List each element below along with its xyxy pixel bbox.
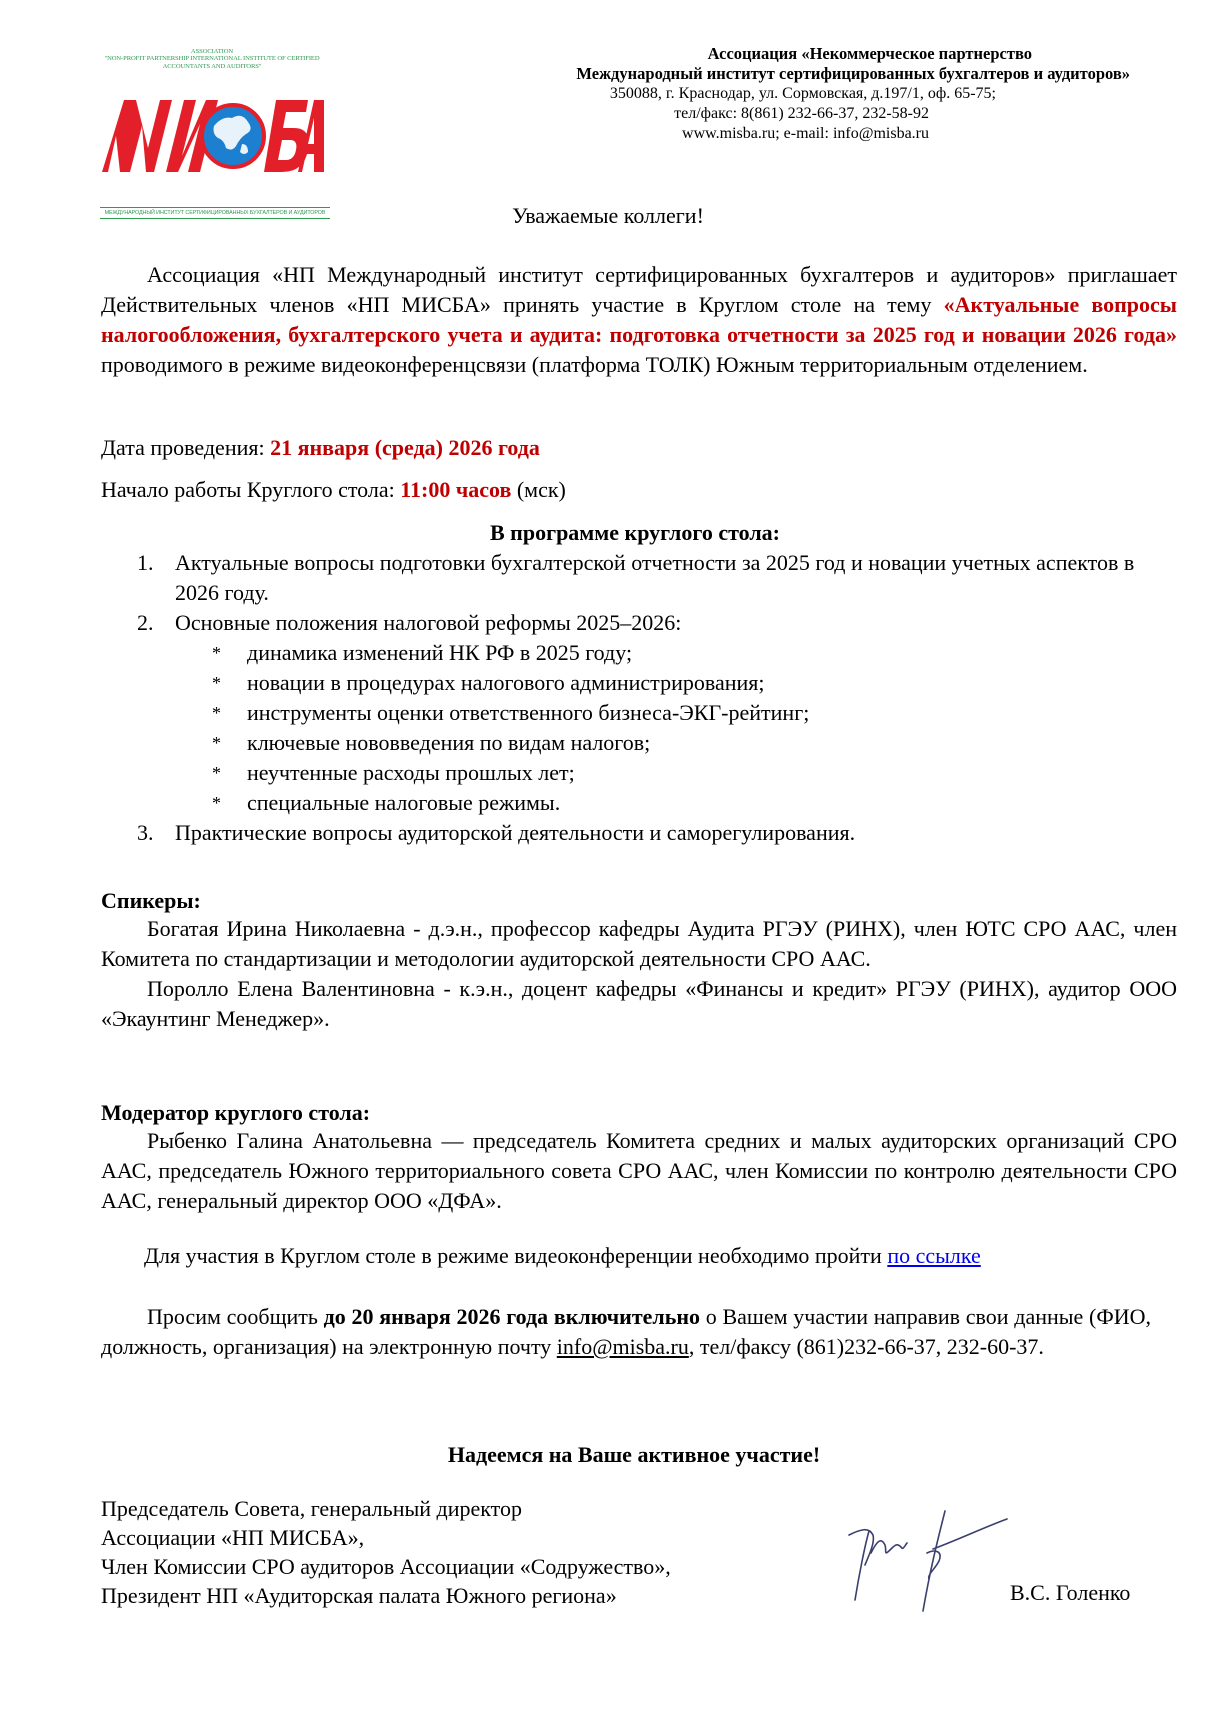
speakers-list bbox=[101, 914, 1177, 1034]
deadline-text: о Вашем участии направив свои данные (ФИО, должность, организация) на электронную почту bbox=[101, 1304, 1151, 1359]
asterisk-bullet-icon: * bbox=[212, 763, 221, 783]
conference-link[interactable]: по ссылке bbox=[887, 1243, 981, 1268]
signatory-titles bbox=[101, 1494, 671, 1610]
event-date bbox=[101, 433, 1177, 463]
subitem-text: динамика изменений НК РФ в 2025 году; bbox=[247, 640, 633, 665]
subitem-text: ключевые нововведения по видам налогов; bbox=[247, 730, 651, 755]
date-value: 21 января (среда) 2026 года bbox=[270, 435, 540, 460]
item-text: Практические вопросы аудиторской деятельности и саморегулирования. bbox=[175, 820, 856, 845]
asterisk-bullet-icon: * bbox=[212, 793, 221, 813]
subitem-text: неучтенные расходы прошлых лет; bbox=[247, 760, 575, 785]
program-item bbox=[101, 818, 1177, 848]
deadline-date: до 20 января 2026 года включительно bbox=[323, 1304, 701, 1329]
moderator-heading: Модератор круглого стола: bbox=[101, 1100, 371, 1125]
deadline-paragraph bbox=[101, 1302, 1151, 1362]
item-number: 1. bbox=[137, 550, 154, 575]
contact-email-link[interactable]: info@misba.ru bbox=[556, 1334, 689, 1359]
signatory-title-line: Член Комиссии СРО аудиторов Ассоциации «Содружество», bbox=[101, 1554, 671, 1579]
org-name-line1: Ассоциация «Некоммерческое партнерство bbox=[707, 44, 1032, 63]
deadline-text: Просим сообщить bbox=[147, 1304, 324, 1329]
intro-text-end: проводимого в режиме видеоконференцсвязи (платформа ТОЛК) Южным территориальным отделением. bbox=[101, 352, 1088, 377]
event-topic: «Актуальные вопросы налогообложения, бухгалтерского учета и аудита: подготовка отчетности за 2025 год и новации 2026 года» bbox=[101, 292, 1177, 347]
intro-text: Ассоциация «НП Международный институт сертифицированных бухгалтеров и аудиторов» приглашает Действительных членов «НП МИСБА» принять участие в Круглом столе на тему bbox=[101, 262, 1177, 317]
logo-assoc-line: "NON-PROFIT PARTNERSHIP INTERNATIONAL INSTITUTE OF CERTIFIED bbox=[104, 55, 320, 63]
speaker-entry: Поролло Елена Валентиновна - к.э.н., доцент кафедры «Финансы и кредит» РГЭУ (РИНХ), аудитор ООО «Экаунтинг Менеджер». bbox=[101, 976, 1177, 1031]
asterisk-bullet-icon: * bbox=[212, 673, 221, 693]
program-item bbox=[101, 608, 1177, 638]
org-phone: тел/факс: 8(861) 232-66-37, 232-58-92 bbox=[674, 105, 929, 122]
asterisk-bullet-icon: * bbox=[212, 703, 221, 723]
program-list bbox=[101, 548, 1177, 848]
item-text: Актуальные вопросы подготовки бухгалтерской отчетности за 2025 год и новации учетных аспектов в 2026 году. bbox=[175, 550, 1135, 605]
program-subitem bbox=[101, 638, 1177, 668]
participation-text: Для участия в Круглом столе в режиме видеоконференции необходимо пройти bbox=[144, 1243, 888, 1268]
closing-line: Надеемся на Ваше активное участие! bbox=[447, 1442, 821, 1467]
moderator-text: Рыбенко Галина Анатольевна — председатель Комитета средних и малых аудиторских организаций СРО ААС, председатель Южного территориального совета СРО ААС, член Комиссии по контролю деятельности СРО ААС, генеральный директор ООО «ДФА». bbox=[101, 1128, 1177, 1213]
program-subitem bbox=[101, 698, 1177, 728]
speakers-heading: Спикеры: bbox=[101, 888, 201, 913]
org-name-line2: Международный институт сертифицированных бухгалтеров и аудиторов» bbox=[576, 64, 1130, 83]
subitem-text: специальные налоговые режимы. bbox=[247, 790, 561, 815]
program-item bbox=[101, 548, 1177, 608]
time-value: 11:00 часов bbox=[400, 477, 512, 502]
logo-assoc-line: ACCOUNTANTS AND AUDITORS" bbox=[162, 62, 262, 70]
letterhead bbox=[380, 44, 1130, 144]
logo-association-text bbox=[92, 48, 332, 70]
program-subitem bbox=[101, 728, 1177, 758]
item-number: 3. bbox=[137, 820, 154, 845]
subitem-text: инструменты оценки ответственного бизнеса-ЭКГ-рейтинг; bbox=[247, 700, 810, 725]
time-zone: (мск) bbox=[511, 477, 566, 502]
participation-line bbox=[144, 1243, 1184, 1269]
program-title: В программе круглого стола: bbox=[490, 520, 780, 545]
org-web-email: www.misba.ru; e-mail: info@misba.ru bbox=[682, 125, 929, 142]
org-address: 350088, г. Краснодар, ул. Сормовская, д.197/1, оф. 65-75; bbox=[609, 85, 996, 102]
misba-logo-mark bbox=[102, 96, 324, 174]
logo-letter-m bbox=[102, 100, 172, 172]
subitem-text: новации в процедурах налогового администрирования; bbox=[247, 670, 765, 695]
asterisk-bullet-icon: * bbox=[212, 643, 221, 663]
program-sublist bbox=[101, 638, 1177, 818]
program-subitem bbox=[101, 668, 1177, 698]
program-subitem bbox=[101, 758, 1177, 788]
date-label: Дата проведения: bbox=[101, 435, 271, 460]
signatory-title-line: Президент НП «Аудиторская палата Южного региона» bbox=[101, 1583, 617, 1608]
signatory-title-line: Председатель Совета, генеральный директор bbox=[101, 1496, 522, 1521]
deadline-phone: , тел/факсу (861)232-66-37, 232-60-37. bbox=[688, 1334, 1044, 1359]
event-time bbox=[101, 475, 1177, 505]
time-label: Начало работы Круглого стола: bbox=[101, 477, 401, 502]
handwritten-signature bbox=[835, 1505, 1010, 1615]
program-subitem bbox=[101, 788, 1177, 818]
greeting: Уважаемые коллеги! bbox=[512, 203, 704, 228]
item-number: 2. bbox=[137, 610, 154, 635]
signatory-name: В.С. Голенко bbox=[1010, 1580, 1131, 1605]
item-text: Основные положения налоговой реформы 2025–2026: bbox=[175, 610, 682, 635]
logo-subtitle: МЕЖДУНАРОДНЫЙ ИНСТИТУТ СЕРТИФИЦИРОВАННЫХ БУХГАЛТЕРОВ И АУДИТОРОВ bbox=[104, 210, 326, 216]
misba-logo bbox=[92, 44, 332, 216]
speaker-entry: Богатая Ирина Николаевна - д.э.н., профессор кафедры Аудита РГЭУ (РИНХ), член ЮТС СРО ААС, член Комитета по стандартизации и методологии аудиторской деятельности СРО ААС. bbox=[101, 916, 1177, 971]
signatory-title-line: Ассоциации «НП МИСБА», bbox=[101, 1525, 365, 1550]
asterisk-bullet-icon: * bbox=[212, 733, 221, 753]
intro-paragraph bbox=[101, 260, 1177, 380]
logo-assoc-line: ASSOCIATION bbox=[190, 48, 234, 55]
